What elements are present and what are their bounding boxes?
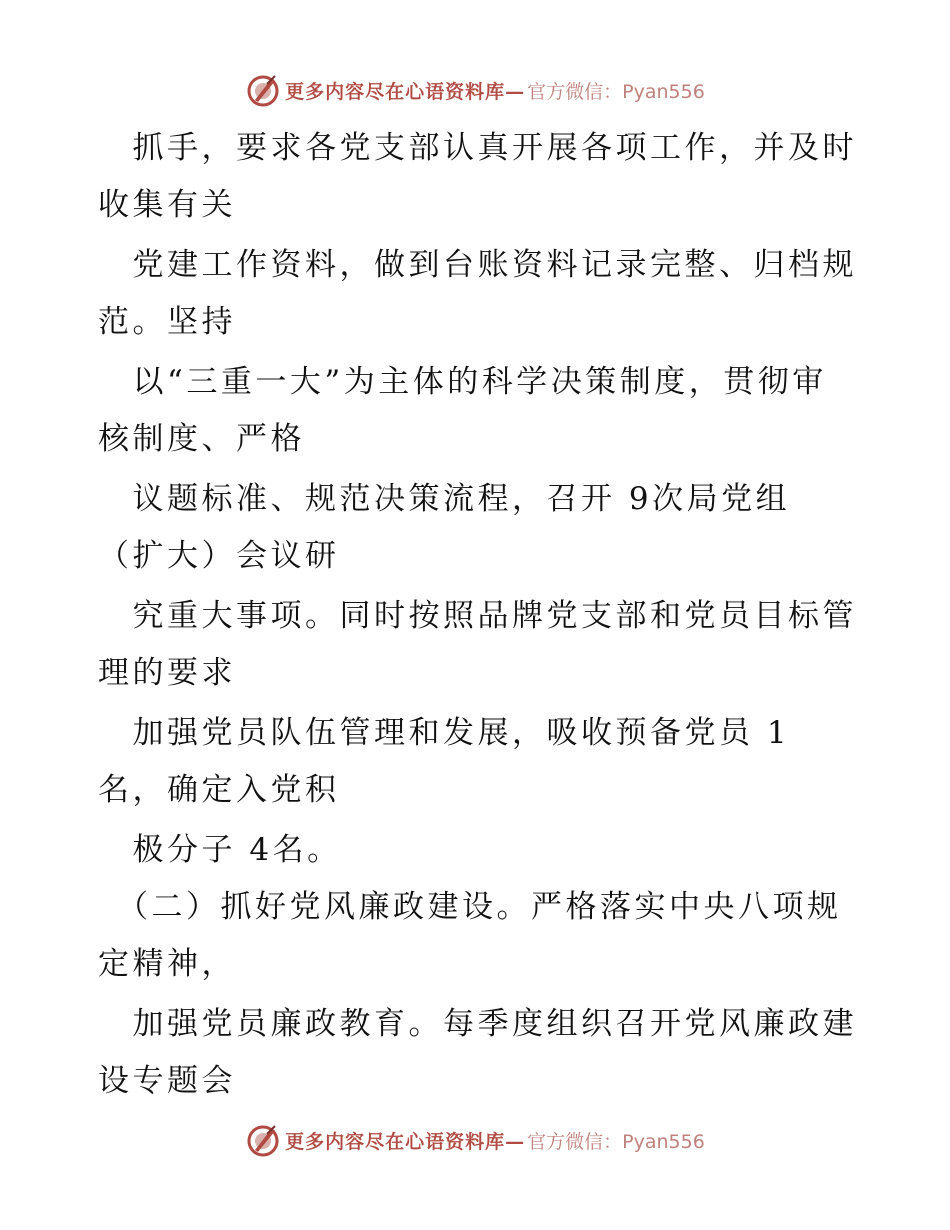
text-line: 范。坚持 [98,304,236,340]
quill-logo-icon [245,1122,281,1158]
text-line: 名，确定入党积 [98,772,340,808]
text-line: 收集有关 [98,187,236,223]
text-line: 核制度、严格 [98,421,305,457]
text-line: 设专题会 [98,1063,236,1099]
text-line: 加强党员廉政教育。每季度组织召开党风廉政建 [98,1006,857,1042]
text-line: 加强党员队伍管理和发展，吸收预备党员 1 [98,715,791,751]
text-line: （二）抓好党风廉政建设。严格落实中央八项规 [98,889,842,925]
header-brand-text: 更多内容尽在心语资料库— [285,80,526,103]
text-line: 以“三重一大”为主体的科学决策制度，贯彻审 [98,364,827,400]
header-official-text: 官方微信：Pyan556 [527,80,705,103]
text-line: 极分子 4名。 [98,832,342,868]
text-line: 抓手，要求各党支部认真开展各项工作，并及时 [98,130,857,166]
footer-brand-text: 更多内容尽在心语资料库— [285,1130,526,1153]
text-line: 理的要求 [98,655,236,691]
text-line: 党建工作资料，做到台账资料记录完整、归档规 [98,247,857,283]
footer-banner [0,1120,950,1160]
text-line: 议题标准、规范决策流程，召开 9次局党组 [98,481,791,517]
footer-official-text: 官方微信：Pyan556 [527,1130,705,1153]
text-line: （扩大）会议研 [98,538,340,574]
text-line: 究重大事项。同时按照品牌党支部和党员目标管 [98,598,857,634]
text-line: 定精神， [98,946,236,982]
